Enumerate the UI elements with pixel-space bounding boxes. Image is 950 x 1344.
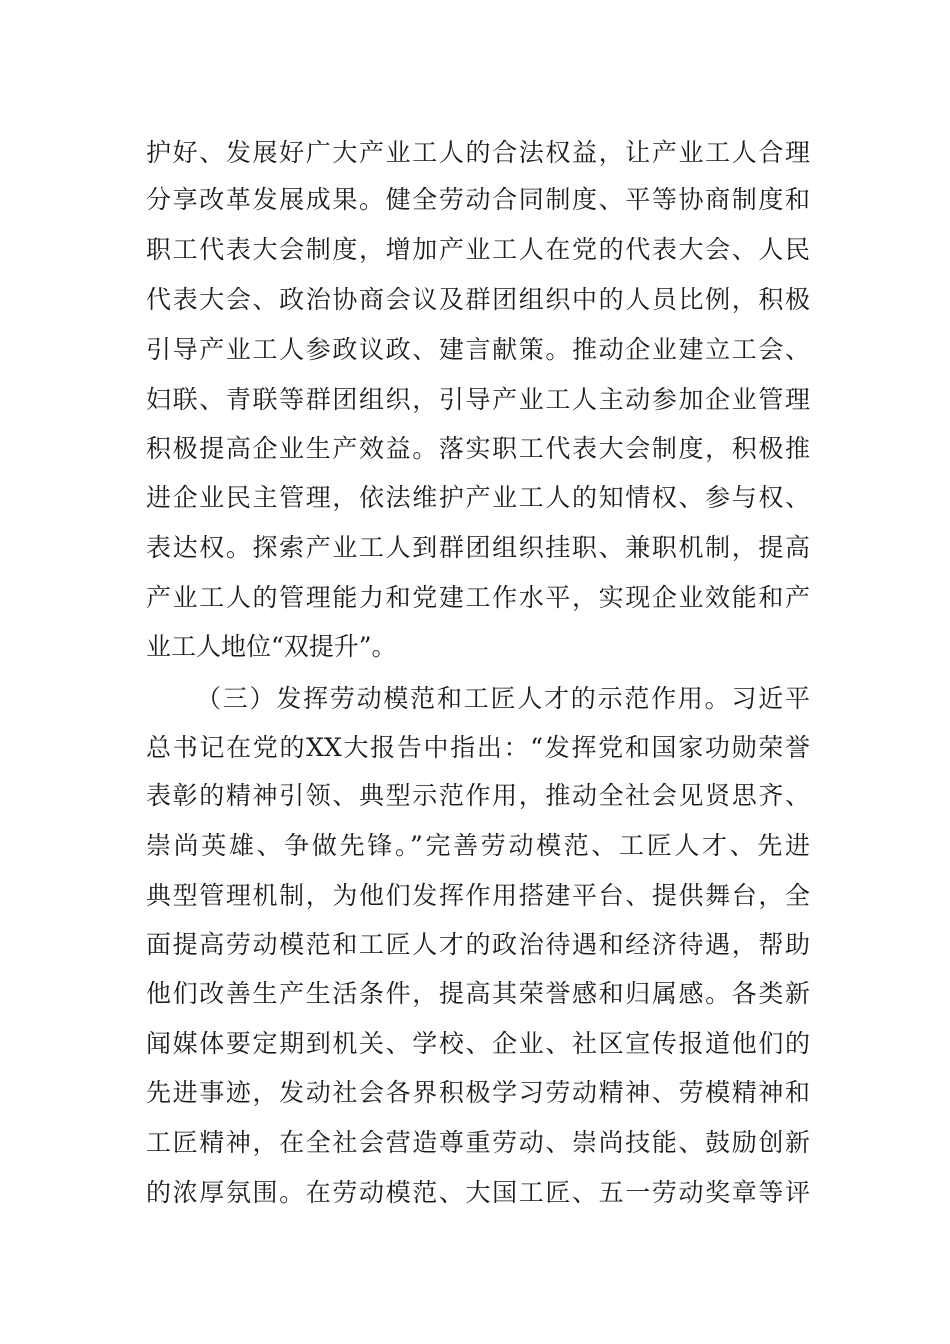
body-text-line: 总书记在党的XX大报告中指出：“发挥党和国家功勋荣誉 <box>146 733 810 762</box>
body-text-line: 典型管理机制，为他们发挥作用搭建平台、提供舞台，全 <box>146 881 810 910</box>
body-text-line: 积极提高企业生产效益。落实职工代表大会制度，积极推 <box>146 434 810 463</box>
body-text-line: 闻媒体要定期到机关、学校、企业、社区宣传报道他们的 <box>146 1029 810 1058</box>
body-text-line: 工匠精神，在全社会营造尊重劳动、崇尚技能、鼓励创新 <box>146 1128 810 1157</box>
body-text-line: 进企业民主管理，依法维护产业工人的知情权、参与权、 <box>146 483 810 512</box>
body-text-line: 先进事迹，发动社会各界积极学习劳动精神、劳模精神和 <box>146 1078 810 1107</box>
body-text-line: 职工代表大会制度，增加产业工人在党的代表大会、人民 <box>146 235 810 264</box>
body-text-line: 表彰的精神引领、典型示范作用，推动全社会见贤思齐、 <box>146 781 810 810</box>
section-heading-line: （三）发挥劳动模范和工匠人才的示范作用。习近平 <box>196 684 810 713</box>
body-text-line: 代表大会、政治协商会议及群团组织中的人员比例，积极 <box>146 285 810 314</box>
body-text-line: 护好、发展好广大产业工人的合法权益，让产业工人合理 <box>146 138 810 167</box>
body-text-line: 面提高劳动模范和工匠人才的政治待遇和经济待遇，帮助 <box>146 930 810 959</box>
body-text-line: 产业工人的管理能力和党建工作水平，实现企业效能和产 <box>146 583 810 612</box>
body-text-line: 妇联、青联等群团组织，引导产业工人主动参加企业管理 <box>146 385 810 414</box>
body-text-line: 的浓厚氛围。在劳动模范、大国工匠、五一劳动奖章等评 <box>146 1178 810 1207</box>
body-text-line: 崇尚英雄、争做先锋。”完善劳动模范、工匠人才、先进 <box>146 831 810 860</box>
body-text-line: 他们改善生产生活条件，提高其荣誉感和归属感。各类新 <box>146 979 810 1008</box>
body-text-line: 业工人地位“双提升”。 <box>146 632 397 661</box>
body-text-line: 表达权。探索产业工人到群团组织挂职、兼职机制，提高 <box>146 533 810 562</box>
body-text-line: 分享改革发展成果。健全劳动合同制度、平等协商制度和 <box>146 185 810 214</box>
body-text-line: 引导产业工人参政议政、建言献策。推动企业建立工会、 <box>146 335 810 364</box>
